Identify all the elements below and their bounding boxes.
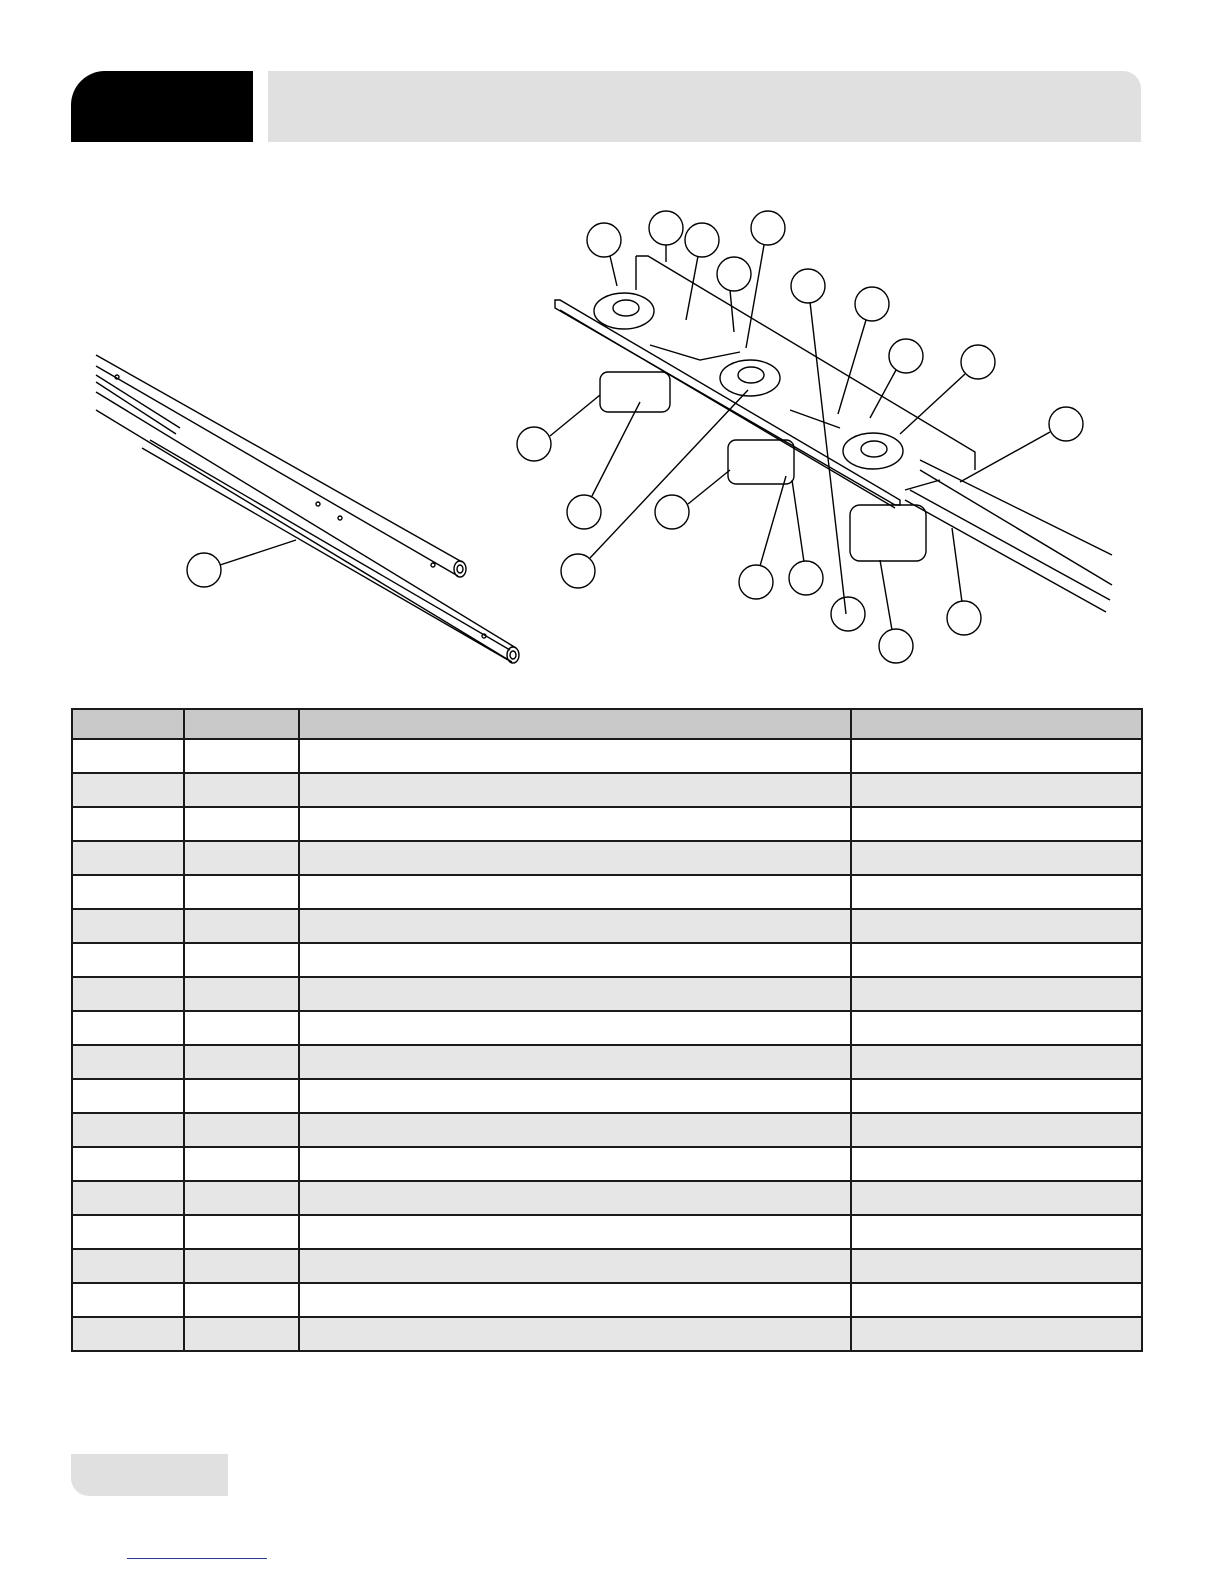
table-cell — [184, 1045, 299, 1079]
table-cell — [184, 1249, 299, 1283]
table-cell — [72, 1283, 184, 1317]
table-cell — [72, 1045, 184, 1079]
callout-balloons — [517, 211, 1083, 663]
table-cell — [72, 1317, 184, 1351]
table-cell — [299, 977, 851, 1011]
table-cell — [851, 943, 1142, 977]
table-row — [72, 1181, 1142, 1215]
table-row — [72, 977, 1142, 1011]
table-row — [72, 875, 1142, 909]
manifold-assembly-drawing — [555, 256, 1112, 612]
table-row — [72, 1283, 1142, 1317]
table-row — [72, 1215, 1142, 1249]
table-cell — [851, 1249, 1142, 1283]
table-row — [72, 807, 1142, 841]
table-cell — [851, 773, 1142, 807]
table-cell — [72, 773, 184, 807]
table-cell — [299, 1215, 851, 1249]
page-number-tab — [71, 1454, 228, 1496]
table-cell — [299, 1045, 851, 1079]
table-cell — [72, 739, 184, 773]
table-cell — [184, 1011, 299, 1045]
table-cell — [851, 1317, 1142, 1351]
rod-assembly-drawing — [96, 355, 519, 663]
table-cell — [72, 1181, 184, 1215]
table-cell — [299, 943, 851, 977]
table-row — [72, 1147, 1142, 1181]
table-cell — [184, 1283, 299, 1317]
table-cell — [851, 909, 1142, 943]
table-cell — [851, 1147, 1142, 1181]
table-row — [72, 1249, 1142, 1283]
table-cell — [851, 977, 1142, 1011]
table-cell — [299, 875, 851, 909]
column-header — [851, 709, 1142, 739]
table-row — [72, 739, 1142, 773]
table-cell — [299, 807, 851, 841]
table-cell — [184, 1181, 299, 1215]
table-cell — [72, 909, 184, 943]
column-header — [72, 709, 184, 739]
table-cell — [299, 1147, 851, 1181]
table-cell — [184, 977, 299, 1011]
footer-link[interactable] — [127, 1558, 267, 1559]
table-cell — [299, 1011, 851, 1045]
table-cell — [299, 1249, 851, 1283]
parts-list-table — [71, 708, 1143, 1352]
table-row — [72, 773, 1142, 807]
table-cell — [299, 909, 851, 943]
table-cell — [851, 1215, 1142, 1249]
table-cell — [72, 875, 184, 909]
table-cell — [299, 773, 851, 807]
table-cell — [299, 739, 851, 773]
table-cell — [184, 1147, 299, 1181]
table-cell — [299, 1113, 851, 1147]
table-cell — [299, 1317, 851, 1351]
table-cell — [184, 943, 299, 977]
parts-exploded-drawing — [0, 0, 1224, 700]
table-cell — [299, 1079, 851, 1113]
table-cell — [184, 1079, 299, 1113]
table-cell — [184, 875, 299, 909]
table-cell — [72, 1215, 184, 1249]
table-row — [72, 1011, 1142, 1045]
table-row — [72, 1317, 1142, 1351]
table-cell — [184, 909, 299, 943]
table-cell — [184, 1215, 299, 1249]
table-cell — [72, 943, 184, 977]
table-cell — [72, 807, 184, 841]
table-cell — [851, 807, 1142, 841]
table-cell — [851, 1283, 1142, 1317]
table-cell — [184, 773, 299, 807]
table-row — [72, 1045, 1142, 1079]
table-cell — [184, 841, 299, 875]
table-cell — [299, 841, 851, 875]
table-cell — [72, 1113, 184, 1147]
table-cell — [184, 807, 299, 841]
table-row — [72, 909, 1142, 943]
table-cell — [72, 1249, 184, 1283]
table-cell — [299, 1181, 851, 1215]
table-cell — [72, 977, 184, 1011]
table-cell — [851, 1045, 1142, 1079]
table-row — [72, 841, 1142, 875]
table-cell — [184, 739, 299, 773]
table-cell — [184, 1317, 299, 1351]
table-cell — [851, 841, 1142, 875]
column-header — [184, 709, 299, 739]
column-header — [299, 709, 851, 739]
table-cell — [851, 1113, 1142, 1147]
table-cell — [851, 1079, 1142, 1113]
table-cell — [851, 875, 1142, 909]
table-cell — [851, 1011, 1142, 1045]
table-cell — [72, 1147, 184, 1181]
table-header-row — [72, 709, 1142, 739]
table-row — [72, 1079, 1142, 1113]
table-row — [72, 1113, 1142, 1147]
table-cell — [72, 1079, 184, 1113]
table-cell — [184, 1113, 299, 1147]
table-cell — [72, 841, 184, 875]
table-cell — [851, 739, 1142, 773]
table-row — [72, 943, 1142, 977]
table-cell — [299, 1283, 851, 1317]
table-cell — [851, 1181, 1142, 1215]
table-cell — [72, 1011, 184, 1045]
